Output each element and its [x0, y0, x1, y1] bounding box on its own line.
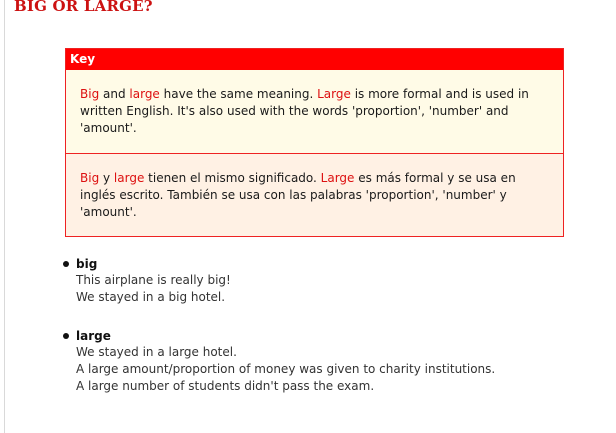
examples-list [76, 272, 231, 306]
key-english-text [66, 70, 563, 154]
highlight-word: Big [80, 87, 100, 101]
highlight-word: Large [317, 87, 351, 101]
entry-word: big [76, 256, 98, 271]
entry-word: large [76, 328, 111, 343]
page-title: BIG OR LARGE? [14, 0, 153, 15]
entry-head [62, 255, 231, 272]
example-sentence: We stayed in a large hotel. [76, 345, 237, 359]
entry-head [62, 327, 495, 344]
example-sentence: A large amount/proportion of money was given to charity institutions. [76, 362, 496, 376]
entry-big [62, 255, 231, 306]
highlight-word: large [113, 171, 145, 185]
key-header: Key [66, 49, 563, 70]
entry-large [62, 327, 495, 395]
bullet-icon [63, 333, 69, 339]
left-border-line [4, 0, 5, 433]
key-text: is more formal and is used in written English. It's also used with the words 'proportion', 'number' and 'amount'. [80, 87, 529, 135]
bullet-icon [63, 261, 69, 267]
examples-list [76, 344, 495, 395]
key-text: and [99, 87, 130, 101]
highlight-word: large [129, 87, 160, 101]
key-spanish-text [66, 154, 563, 236]
key-text: tienen el mismo significado. [144, 171, 321, 185]
key-text: es más formal y se usa en inglés escrito. También se usa con las palabras 'proportion', 'number' y 'amount'. [80, 171, 516, 219]
example-sentence: A large number of students didn't pass the exam. [76, 379, 375, 393]
highlight-word: Big [80, 171, 100, 185]
highlight-word: Large [320, 171, 355, 185]
example-sentence: This airplane is really big! [76, 273, 231, 287]
key-box [65, 48, 564, 237]
key-text: y [99, 171, 114, 185]
example-sentence: We stayed in a big hotel. [76, 290, 226, 304]
key-text: have the same meaning. [159, 87, 318, 101]
